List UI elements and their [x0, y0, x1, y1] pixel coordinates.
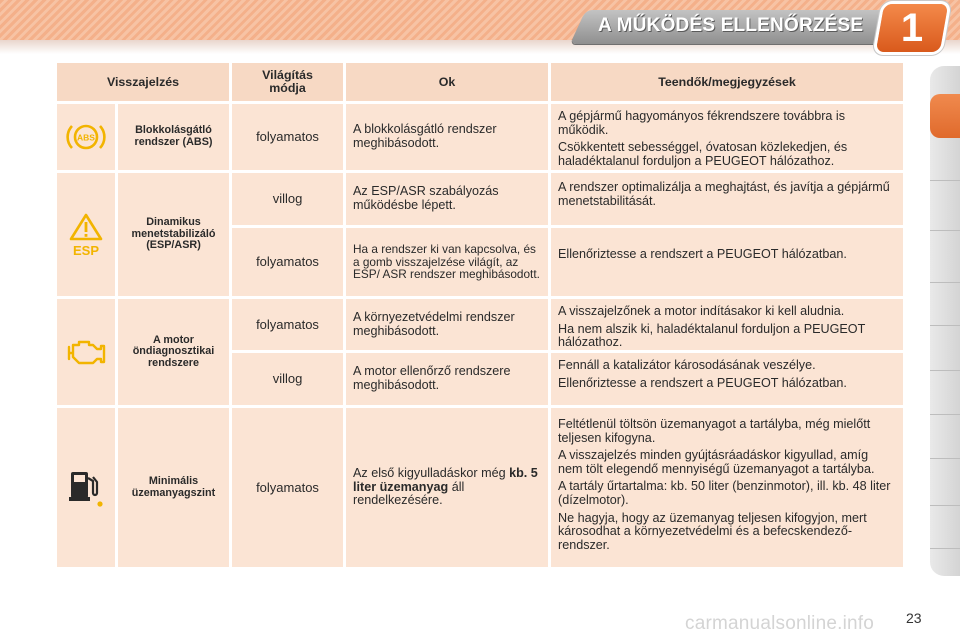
fuel-pump-icon	[66, 466, 106, 510]
actions-cell	[551, 299, 903, 350]
cause-text-suffix: áll rendelkezésére.	[353, 479, 465, 508]
abs-warning-icon	[66, 120, 106, 154]
chapter-tab-active[interactable]	[930, 94, 960, 138]
action-text: Ellenőriztesse a rendszert a PEUGEOT hálózatban.	[558, 375, 847, 390]
lighting-mode: folyamatos	[232, 228, 343, 296]
actions-cell	[551, 353, 903, 405]
system-name: A motor öndiagnosztikai rendszere	[118, 299, 229, 405]
chapter-tabs-rail	[930, 66, 960, 576]
cause-text: A blokkolásgátló rendszer meghibásodott.	[346, 104, 548, 170]
chapter-tab-divider	[930, 458, 960, 459]
action-text: Fennáll a katalizátor károsodásának veszélye.	[558, 358, 816, 372]
action-text: Ne hagyja, hogy az üzemanyag teljesen kifogyjon, mert károsodhat a környezetvédelmi és a befecskendező-rendszer.	[558, 510, 867, 552]
action-text: A visszajelzőnek a motor indításakor ki kell aludnia.	[558, 304, 845, 318]
lighting-mode: folyamatos	[232, 408, 343, 567]
page-number: 23	[906, 610, 922, 626]
actions-cell	[551, 408, 903, 567]
page-title: A MŰKÖDÉS ELLENŐRZÉSE	[598, 15, 864, 36]
lighting-mode: folyamatos	[232, 299, 343, 350]
column-header-actions: Teendők/megjegyzések	[551, 63, 903, 101]
system-name: Dinamikus menetstabilizáló (ESP/ASR)	[118, 173, 229, 296]
chapter-tab-divider	[930, 505, 960, 506]
action-text: Ellenőriztesse a rendszert a PEUGEOT hálózatban.	[558, 247, 847, 261]
action-text: A gépjármű hagyományos fékrendszere továbbra is működik.	[558, 109, 846, 137]
chapter-tab-divider	[930, 370, 960, 371]
lighting-mode: folyamatos	[232, 104, 343, 170]
cause-text: A környezetvédelmi rendszer meghibásodott.	[346, 299, 548, 350]
esp-warning-icon	[66, 211, 106, 259]
engine-check-icon	[65, 335, 107, 369]
cause-cell	[346, 408, 548, 567]
column-header-mode: Világítás módja	[232, 63, 343, 101]
system-name: Blokkolásgátló rendszer (ABS)	[118, 104, 229, 170]
actions-cell	[551, 228, 903, 296]
column-header-cause: Ok	[346, 63, 548, 101]
chapter-tab-divider	[930, 325, 960, 326]
engine-icon-cell	[57, 299, 115, 405]
chapter-tab-divider	[930, 414, 960, 415]
action-text: A rendszer optimalizálja a meghajtást, és javítja a gépjármű menetstabilitását.	[558, 180, 890, 208]
cause-text	[353, 467, 542, 508]
cause-text: Az ESP/ASR szabályozás működésbe lépett.	[346, 173, 548, 225]
cause-text-bold: kb. 5 liter üzemanyag	[353, 466, 538, 494]
actions-cell	[551, 104, 903, 170]
action-text: Ha nem alszik ki, haladéktalanul forduljon a PEUGEOT hálózathoz.	[558, 321, 866, 350]
cause-text: Ha a rendszer ki van kapcsolva, és a gomb visszajelzése világít, az ESP/ ASR rendszer meghibásodott.	[346, 228, 548, 296]
column-header-indicator: Visszajelzés	[57, 63, 229, 101]
lighting-mode: villog	[232, 173, 343, 225]
esp-icon-label: ESP	[72, 242, 100, 258]
action-text: Csökkentett sebességgel, óvatosan közlekedjen, és haladéktalanul forduljon a PEUGEOT hálózathoz.	[558, 140, 848, 168]
action-text: A visszajelzés minden gyújtásráadáskor kigyullad, amíg nem tölt elegendő mennyiségű üzemanyagot a tartályba.	[558, 448, 875, 476]
svg-text:ABS: ABS	[77, 132, 95, 143]
fuel-icon-cell	[57, 408, 115, 567]
abs-icon-cell	[57, 104, 115, 170]
action-text: A tartály űrtartalma: kb. 50 liter (benzinmotor), ill. kb. 48 liter (dízelmotor).	[558, 479, 891, 507]
chapter-tab-divider	[930, 548, 960, 549]
chapter-tab-divider	[930, 282, 960, 283]
lighting-mode: villog	[232, 353, 343, 405]
esp-icon-cell	[57, 173, 115, 296]
actions-cell	[551, 173, 903, 225]
cause-text-prefix: Az első kigyulladáskor még	[353, 466, 506, 481]
cause-text: A motor ellenőrző rendszere meghibásodott.	[346, 353, 548, 405]
system-name: Minimális üzemanyagszint	[118, 408, 229, 567]
chapter-tab-divider	[930, 230, 960, 231]
chapter-tab-divider	[930, 180, 960, 181]
chapter-number: 1	[900, 6, 924, 50]
watermark: carmanualsonline.info	[685, 613, 875, 634]
action-text: Feltétlenül töltsön üzemanyagot a tartályba, még mielőtt teljesen kifogyna.	[558, 417, 871, 445]
